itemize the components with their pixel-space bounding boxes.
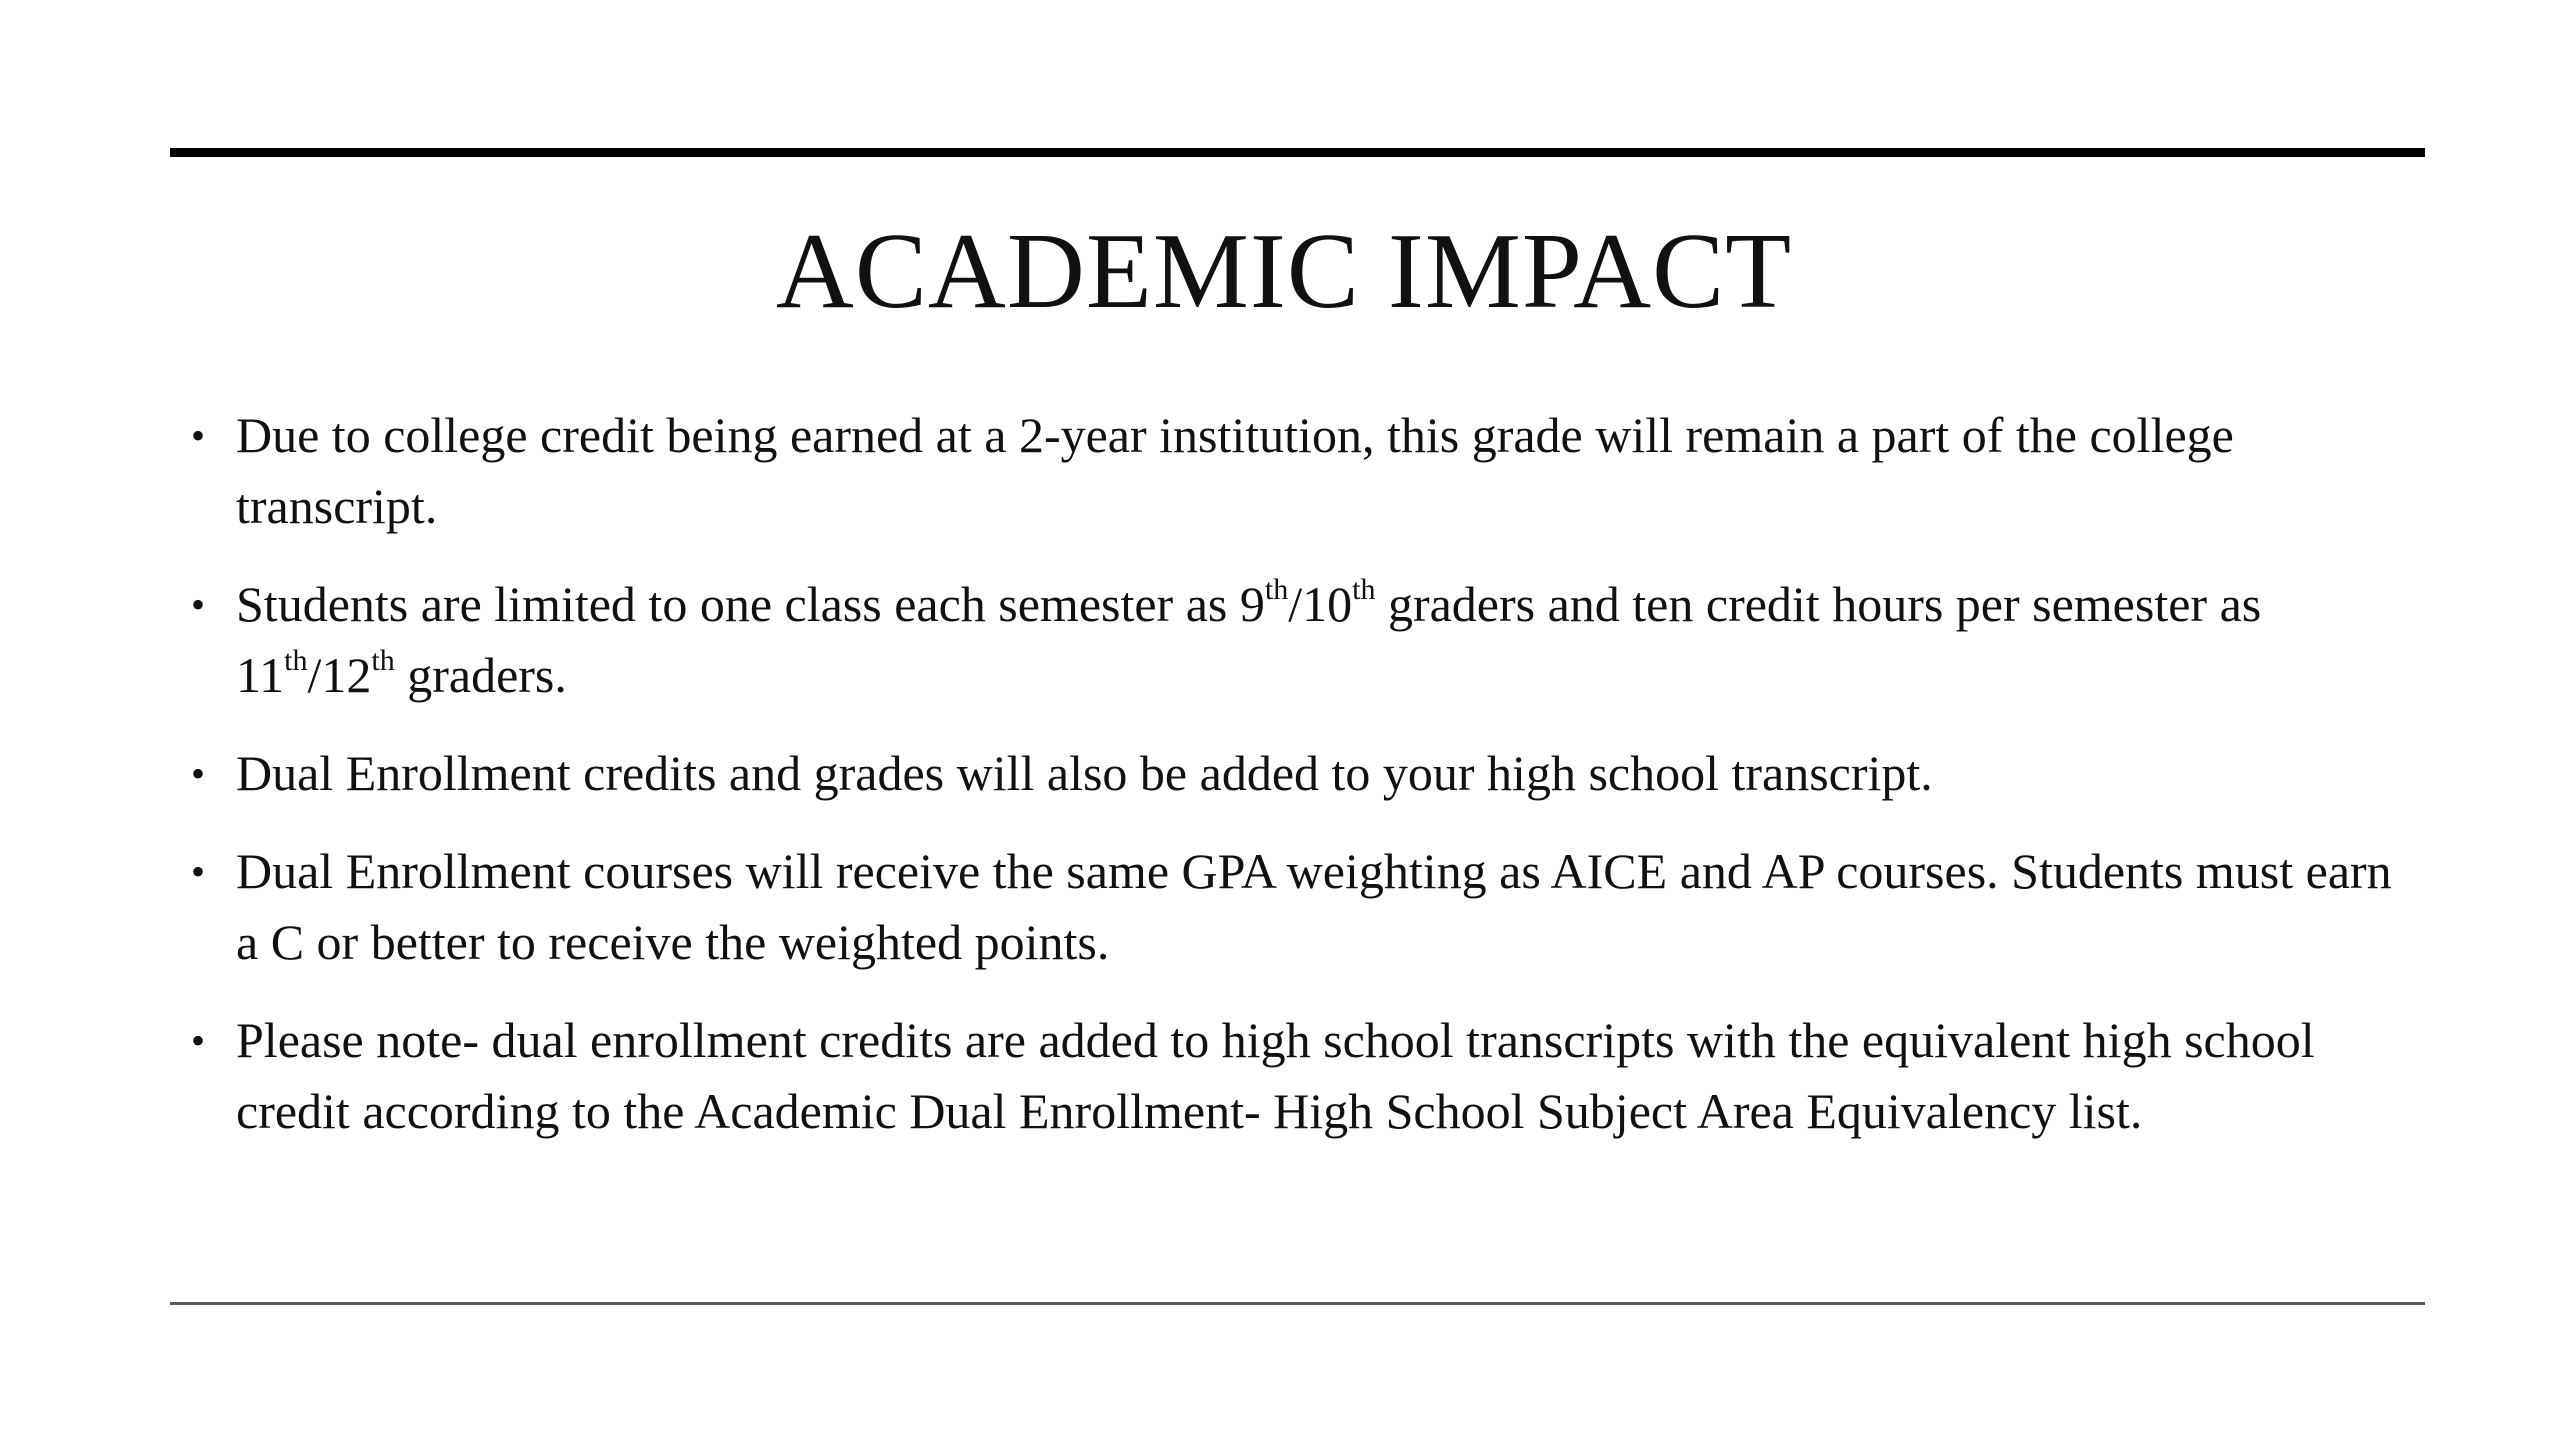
bullet-text-part: /10 (1288, 576, 1353, 632)
bullet-item-1 (180, 400, 2420, 542)
bullet-dot-icon: • (190, 582, 205, 627)
bullet-text-part: graders and ten credit hours per semester as 11 (236, 576, 2262, 703)
bullet-text-part: /12 (307, 647, 372, 703)
ordinal-suffix: th (371, 644, 395, 677)
bullet-text: Dual Enrollment courses will receive the same GPA weighting as AICE and AP courses. Students must earn a C or better to receive the weighted points. (236, 843, 2392, 970)
bullet-text (236, 573, 2262, 703)
top-divider (170, 148, 2425, 157)
bullet-text: Dual Enrollment credits and grades will also be added to your high school transcript. (236, 745, 1933, 801)
bullet-dot-icon: • (190, 413, 205, 458)
bottom-divider (170, 1302, 2425, 1305)
bullet-item-5 (180, 1005, 2420, 1147)
bullet-text: Due to college credit being earned at a 2-year institution, this grade will remain a part of the college transcript. (236, 407, 2234, 534)
bullet-text-part: Students are limited to one class each semester as 9 (236, 576, 1265, 632)
ordinal-suffix: th (1264, 573, 1289, 606)
bullet-text-part: graders. (394, 647, 567, 703)
bullet-dot-icon: • (190, 751, 205, 796)
slide-title: ACADEMIC IMPACT (775, 212, 1793, 331)
bullet-item-4 (180, 836, 2420, 978)
bullet-item-3 (180, 738, 2420, 809)
ordinal-suffix: th (284, 644, 308, 677)
bullet-dot-icon: • (190, 849, 205, 894)
bullet-list (180, 400, 2420, 1174)
ordinal-suffix: th (1352, 573, 1376, 606)
bullet-text: Please note- dual enrollment credits are added to high school transcripts with the equivalent high school credit according to the Academic Dual Enrollment- High School Subject Area Equivalency list. (236, 1012, 2315, 1139)
bullet-dot-icon: • (190, 1018, 205, 1063)
bullet-item-2 (180, 569, 2420, 711)
